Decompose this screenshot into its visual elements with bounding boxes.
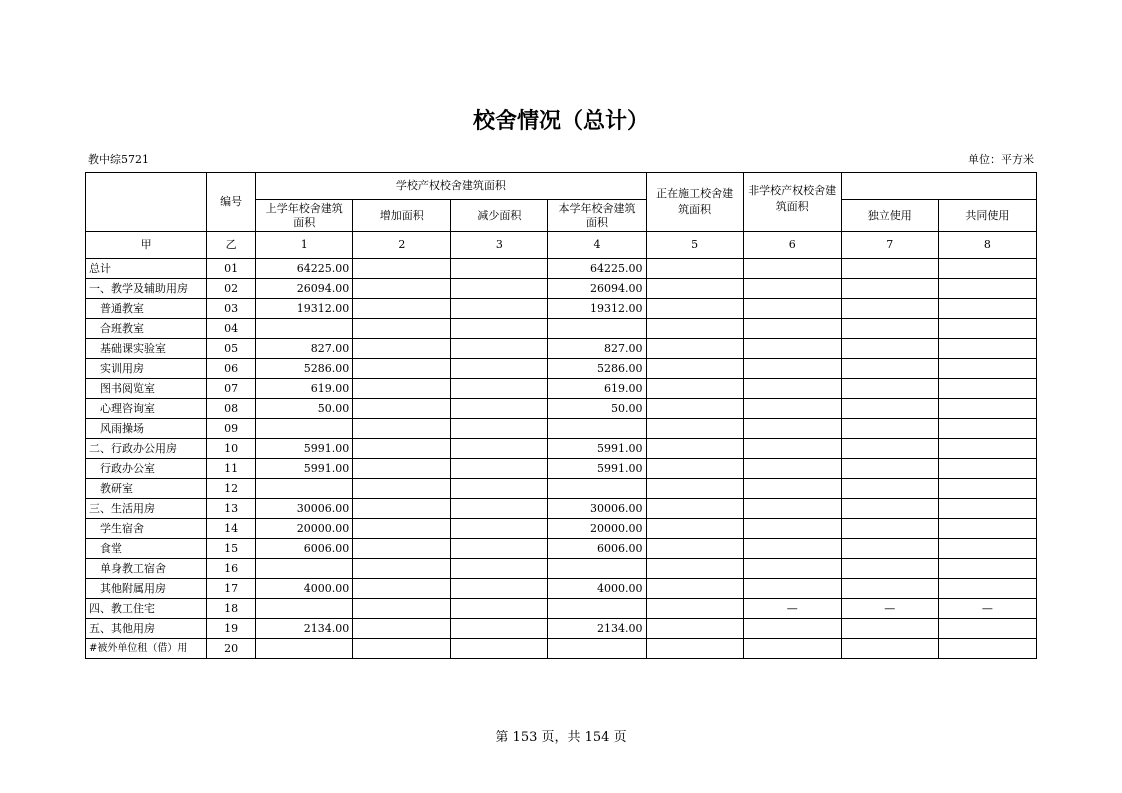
table-row bbox=[86, 339, 1037, 359]
cell-c5 bbox=[646, 419, 743, 439]
cell-c6 bbox=[743, 579, 841, 599]
cell-name: 心理咨询室 bbox=[86, 399, 207, 419]
cell-code: 05 bbox=[207, 339, 256, 359]
cell-c1: 50.00 bbox=[256, 399, 353, 419]
cell-c8 bbox=[938, 259, 1036, 279]
index-yi: 乙 bbox=[207, 232, 256, 259]
cell-c8 bbox=[938, 639, 1036, 659]
cell-code: 04 bbox=[207, 319, 256, 339]
cell-c7 bbox=[841, 359, 938, 379]
header-col8: 共同使用 bbox=[938, 200, 1036, 232]
cell-name: 行政办公室 bbox=[86, 459, 207, 479]
header-nonowned-text: 非学校产权校舍建筑面积 bbox=[748, 184, 837, 213]
cell-c8: — bbox=[938, 599, 1036, 619]
cell-c6 bbox=[743, 279, 841, 299]
cell-c7 bbox=[841, 439, 938, 459]
index-1: 1 bbox=[256, 232, 353, 259]
cell-c2 bbox=[353, 619, 451, 639]
table-row bbox=[86, 299, 1037, 319]
cell-c6 bbox=[743, 559, 841, 579]
cell-c4: 19312.00 bbox=[548, 299, 646, 319]
cell-c4: 4000.00 bbox=[548, 579, 646, 599]
cell-c8 bbox=[938, 619, 1036, 639]
cell-name: 其他附属用房 bbox=[86, 579, 207, 599]
table-row bbox=[86, 459, 1037, 479]
cell-c6 bbox=[743, 259, 841, 279]
table-row bbox=[86, 499, 1037, 519]
cell-c4: 5991.00 bbox=[548, 459, 646, 479]
header-col4-text: 本学年校舍建筑面积 bbox=[558, 201, 636, 229]
table-row bbox=[86, 359, 1037, 379]
cell-c5 bbox=[646, 639, 743, 659]
cell-code: 06 bbox=[207, 359, 256, 379]
cell-name: 食堂 bbox=[86, 539, 207, 559]
cell-c6 bbox=[743, 619, 841, 639]
cell-c1: 6006.00 bbox=[256, 539, 353, 559]
cell-c7 bbox=[841, 579, 938, 599]
cell-c7 bbox=[841, 459, 938, 479]
cell-c7 bbox=[841, 419, 938, 439]
cell-c5 bbox=[646, 319, 743, 339]
building-area-table bbox=[85, 172, 1037, 659]
table-row bbox=[86, 539, 1037, 559]
page-title: 校舍情况（总计） bbox=[472, 109, 649, 134]
cell-c2 bbox=[353, 259, 451, 279]
cell-c3 bbox=[451, 519, 548, 539]
cell-c1: 5991.00 bbox=[256, 459, 353, 479]
cell-c2 bbox=[353, 399, 451, 419]
cell-c2 bbox=[353, 279, 451, 299]
cell-c5 bbox=[646, 259, 743, 279]
cell-c3 bbox=[451, 259, 548, 279]
cell-c6 bbox=[743, 499, 841, 519]
cell-c6 bbox=[743, 479, 841, 499]
cell-c3 bbox=[451, 299, 548, 319]
cell-c8 bbox=[938, 399, 1036, 419]
cell-c7 bbox=[841, 559, 938, 579]
header-item-blank bbox=[86, 173, 207, 232]
cell-c6 bbox=[743, 319, 841, 339]
cell-c6 bbox=[743, 399, 841, 419]
page-footer: 第 153 页，共 154 页 bbox=[495, 730, 627, 745]
cell-c2 bbox=[353, 319, 451, 339]
cell-code: 11 bbox=[207, 459, 256, 479]
cell-c6 bbox=[743, 439, 841, 459]
cell-c2 bbox=[353, 519, 451, 539]
header-col3: 减少面积 bbox=[451, 200, 548, 232]
cell-c1: 19312.00 bbox=[256, 299, 353, 319]
cell-c6 bbox=[743, 639, 841, 659]
cell-c5 bbox=[646, 619, 743, 639]
cell-c5 bbox=[646, 599, 743, 619]
cell-c4: 619.00 bbox=[548, 379, 646, 399]
cell-c4 bbox=[548, 639, 646, 659]
table-row bbox=[86, 259, 1037, 279]
cell-c7: — bbox=[841, 599, 938, 619]
cell-c4: 30006.00 bbox=[548, 499, 646, 519]
cell-c5 bbox=[646, 379, 743, 399]
cell-c3 bbox=[451, 599, 548, 619]
cell-c8 bbox=[938, 519, 1036, 539]
cell-c7 bbox=[841, 259, 938, 279]
cell-name: 三、生活用房 bbox=[86, 499, 207, 519]
cell-code: 02 bbox=[207, 279, 256, 299]
cell-c7 bbox=[841, 399, 938, 419]
cell-c2 bbox=[353, 639, 451, 659]
table-row bbox=[86, 619, 1037, 639]
index-4: 4 bbox=[548, 232, 646, 259]
cell-c7 bbox=[841, 319, 938, 339]
cell-code: 19 bbox=[207, 619, 256, 639]
table-row bbox=[86, 279, 1037, 299]
cell-c5 bbox=[646, 519, 743, 539]
index-7: 7 bbox=[841, 232, 938, 259]
cell-c1: 827.00 bbox=[256, 339, 353, 359]
cell-c4 bbox=[548, 319, 646, 339]
cell-c3 bbox=[451, 619, 548, 639]
cell-c5 bbox=[646, 559, 743, 579]
cell-c5 bbox=[646, 539, 743, 559]
cell-c3 bbox=[451, 439, 548, 459]
cell-c2 bbox=[353, 379, 451, 399]
cell-c2 bbox=[353, 419, 451, 439]
cell-c2 bbox=[353, 599, 451, 619]
cell-c8 bbox=[938, 279, 1036, 299]
header-col5 bbox=[646, 173, 743, 232]
cell-c7 bbox=[841, 519, 938, 539]
cell-name: 图书阅览室 bbox=[86, 379, 207, 399]
cell-c3 bbox=[451, 339, 548, 359]
cell-code: 13 bbox=[207, 499, 256, 519]
cell-c2 bbox=[353, 439, 451, 459]
header-col7: 独立使用 bbox=[841, 200, 938, 232]
table-row bbox=[86, 579, 1037, 599]
cell-c2 bbox=[353, 459, 451, 479]
cell-c4 bbox=[548, 599, 646, 619]
cell-c4: 827.00 bbox=[548, 339, 646, 359]
cell-c1: 2134.00 bbox=[256, 619, 353, 639]
cell-c8 bbox=[938, 439, 1036, 459]
table-row bbox=[86, 439, 1037, 459]
index-3: 3 bbox=[451, 232, 548, 259]
cell-name: #被外单位租（借）用 bbox=[86, 639, 207, 659]
cell-c8 bbox=[938, 339, 1036, 359]
cell-c8 bbox=[938, 499, 1036, 519]
cell-c3 bbox=[451, 539, 548, 559]
index-6: 6 bbox=[743, 232, 841, 259]
cell-c3 bbox=[451, 279, 548, 299]
cell-c3 bbox=[451, 379, 548, 399]
cell-c4: 20000.00 bbox=[548, 519, 646, 539]
unit-label: 单位：平方米 bbox=[968, 153, 1034, 166]
cell-c1 bbox=[256, 559, 353, 579]
cell-c5 bbox=[646, 279, 743, 299]
cell-c8 bbox=[938, 299, 1036, 319]
header-bianhao: 编号 bbox=[207, 173, 256, 232]
cell-c4 bbox=[548, 419, 646, 439]
cell-code: 16 bbox=[207, 559, 256, 579]
cell-name: 教研室 bbox=[86, 479, 207, 499]
cell-c3 bbox=[451, 579, 548, 599]
cell-c4: 5286.00 bbox=[548, 359, 646, 379]
header-col2: 增加面积 bbox=[353, 200, 451, 232]
cell-code: 09 bbox=[207, 419, 256, 439]
cell-c3 bbox=[451, 459, 548, 479]
cell-c2 bbox=[353, 559, 451, 579]
index-8: 8 bbox=[938, 232, 1036, 259]
cell-c7 bbox=[841, 539, 938, 559]
cell-c5 bbox=[646, 579, 743, 599]
cell-c8 bbox=[938, 359, 1036, 379]
table-header bbox=[86, 173, 1037, 259]
header-blank-right bbox=[841, 173, 1036, 200]
cell-c3 bbox=[451, 319, 548, 339]
table-row bbox=[86, 479, 1037, 499]
cell-c8 bbox=[938, 379, 1036, 399]
cell-name: 基础课实验室 bbox=[86, 339, 207, 359]
cell-c7 bbox=[841, 479, 938, 499]
cell-code: 18 bbox=[207, 599, 256, 619]
cell-c2 bbox=[353, 579, 451, 599]
cell-c4: 64225.00 bbox=[548, 259, 646, 279]
cell-c1: 619.00 bbox=[256, 379, 353, 399]
cell-c2 bbox=[353, 359, 451, 379]
table-row bbox=[86, 399, 1037, 419]
table-row bbox=[86, 559, 1037, 579]
cell-c6 bbox=[743, 379, 841, 399]
cell-c1 bbox=[256, 599, 353, 619]
cell-name: 合班教室 bbox=[86, 319, 207, 339]
cell-c6 bbox=[743, 459, 841, 479]
cell-c3 bbox=[451, 559, 548, 579]
header-col5-text: 正在施工校舍建筑面积 bbox=[656, 187, 734, 216]
cell-c5 bbox=[646, 299, 743, 319]
cell-name: 单身教工宿舍 bbox=[86, 559, 207, 579]
cell-c6 bbox=[743, 359, 841, 379]
cell-c2 bbox=[353, 299, 451, 319]
cell-name: 总计 bbox=[86, 259, 207, 279]
cell-code: 03 bbox=[207, 299, 256, 319]
cell-c5 bbox=[646, 359, 743, 379]
cell-c2 bbox=[353, 539, 451, 559]
cell-c7 bbox=[841, 279, 938, 299]
cell-c7 bbox=[841, 299, 938, 319]
cell-name: 二、行政办公用房 bbox=[86, 439, 207, 459]
cell-c6 bbox=[743, 339, 841, 359]
table-row bbox=[86, 639, 1037, 659]
cell-name: 实训用房 bbox=[86, 359, 207, 379]
cell-code: 15 bbox=[207, 539, 256, 559]
cell-c4: 2134.00 bbox=[548, 619, 646, 639]
cell-c1: 20000.00 bbox=[256, 519, 353, 539]
cell-c5 bbox=[646, 479, 743, 499]
cell-c1: 4000.00 bbox=[256, 579, 353, 599]
cell-c5 bbox=[646, 439, 743, 459]
cell-code: 01 bbox=[207, 259, 256, 279]
cell-c5 bbox=[646, 459, 743, 479]
table-row bbox=[86, 419, 1037, 439]
header-col4 bbox=[548, 200, 646, 232]
cell-c7 bbox=[841, 639, 938, 659]
cell-c7 bbox=[841, 499, 938, 519]
cell-name: 五、其他用房 bbox=[86, 619, 207, 639]
table-body bbox=[86, 259, 1037, 659]
cell-code: 12 bbox=[207, 479, 256, 499]
cell-code: 17 bbox=[207, 579, 256, 599]
cell-c2 bbox=[353, 339, 451, 359]
cell-c1: 64225.00 bbox=[256, 259, 353, 279]
cell-c5 bbox=[646, 339, 743, 359]
cell-name: 一、教学及辅助用房 bbox=[86, 279, 207, 299]
index-jia: 甲 bbox=[86, 232, 207, 259]
cell-c3 bbox=[451, 499, 548, 519]
cell-c3 bbox=[451, 359, 548, 379]
cell-c3 bbox=[451, 399, 548, 419]
cell-c6: — bbox=[743, 599, 841, 619]
header-col1 bbox=[256, 200, 353, 232]
cell-code: 20 bbox=[207, 639, 256, 659]
cell-c4 bbox=[548, 559, 646, 579]
cell-c7 bbox=[841, 619, 938, 639]
cell-c4: 6006.00 bbox=[548, 539, 646, 559]
cell-c1 bbox=[256, 419, 353, 439]
cell-c3 bbox=[451, 479, 548, 499]
table-row bbox=[86, 319, 1037, 339]
cell-c1 bbox=[256, 639, 353, 659]
cell-c6 bbox=[743, 519, 841, 539]
cell-name: 四、教工住宅 bbox=[86, 599, 207, 619]
cell-c8 bbox=[938, 559, 1036, 579]
cell-c2 bbox=[353, 499, 451, 519]
cell-c1 bbox=[256, 319, 353, 339]
cell-c2 bbox=[353, 479, 451, 499]
cell-name: 普通教室 bbox=[86, 299, 207, 319]
cell-code: 10 bbox=[207, 439, 256, 459]
cell-c3 bbox=[451, 419, 548, 439]
cell-c1: 30006.00 bbox=[256, 499, 353, 519]
cell-c6 bbox=[743, 299, 841, 319]
cell-c8 bbox=[938, 579, 1036, 599]
cell-code: 07 bbox=[207, 379, 256, 399]
cell-c4 bbox=[548, 479, 646, 499]
cell-c8 bbox=[938, 479, 1036, 499]
cell-c5 bbox=[646, 399, 743, 419]
cell-code: 08 bbox=[207, 399, 256, 419]
form-code: 教中综5721 bbox=[88, 153, 149, 166]
cell-c7 bbox=[841, 339, 938, 359]
cell-c1: 5991.00 bbox=[256, 439, 353, 459]
table-row bbox=[86, 379, 1037, 399]
index-5: 5 bbox=[646, 232, 743, 259]
cell-c8 bbox=[938, 459, 1036, 479]
table-row bbox=[86, 599, 1037, 619]
cell-c4: 5991.00 bbox=[548, 439, 646, 459]
cell-c8 bbox=[938, 539, 1036, 559]
cell-c1: 26094.00 bbox=[256, 279, 353, 299]
cell-name: 学生宿舍 bbox=[86, 519, 207, 539]
cell-c1 bbox=[256, 479, 353, 499]
cell-c1: 5286.00 bbox=[256, 359, 353, 379]
cell-c6 bbox=[743, 539, 841, 559]
header-nonowned-group bbox=[743, 173, 841, 232]
cell-c6 bbox=[743, 419, 841, 439]
cell-c8 bbox=[938, 419, 1036, 439]
cell-c7 bbox=[841, 379, 938, 399]
header-col1-text: 上学年校舍建筑面积 bbox=[265, 201, 343, 229]
cell-c5 bbox=[646, 499, 743, 519]
index-2: 2 bbox=[353, 232, 451, 259]
header-owned-group: 学校产权校舍建筑面积 bbox=[256, 173, 646, 200]
cell-c8 bbox=[938, 319, 1036, 339]
cell-c4: 50.00 bbox=[548, 399, 646, 419]
cell-code: 14 bbox=[207, 519, 256, 539]
cell-c4: 26094.00 bbox=[548, 279, 646, 299]
cell-c3 bbox=[451, 639, 548, 659]
table-row bbox=[86, 519, 1037, 539]
cell-name: 风雨操场 bbox=[86, 419, 207, 439]
